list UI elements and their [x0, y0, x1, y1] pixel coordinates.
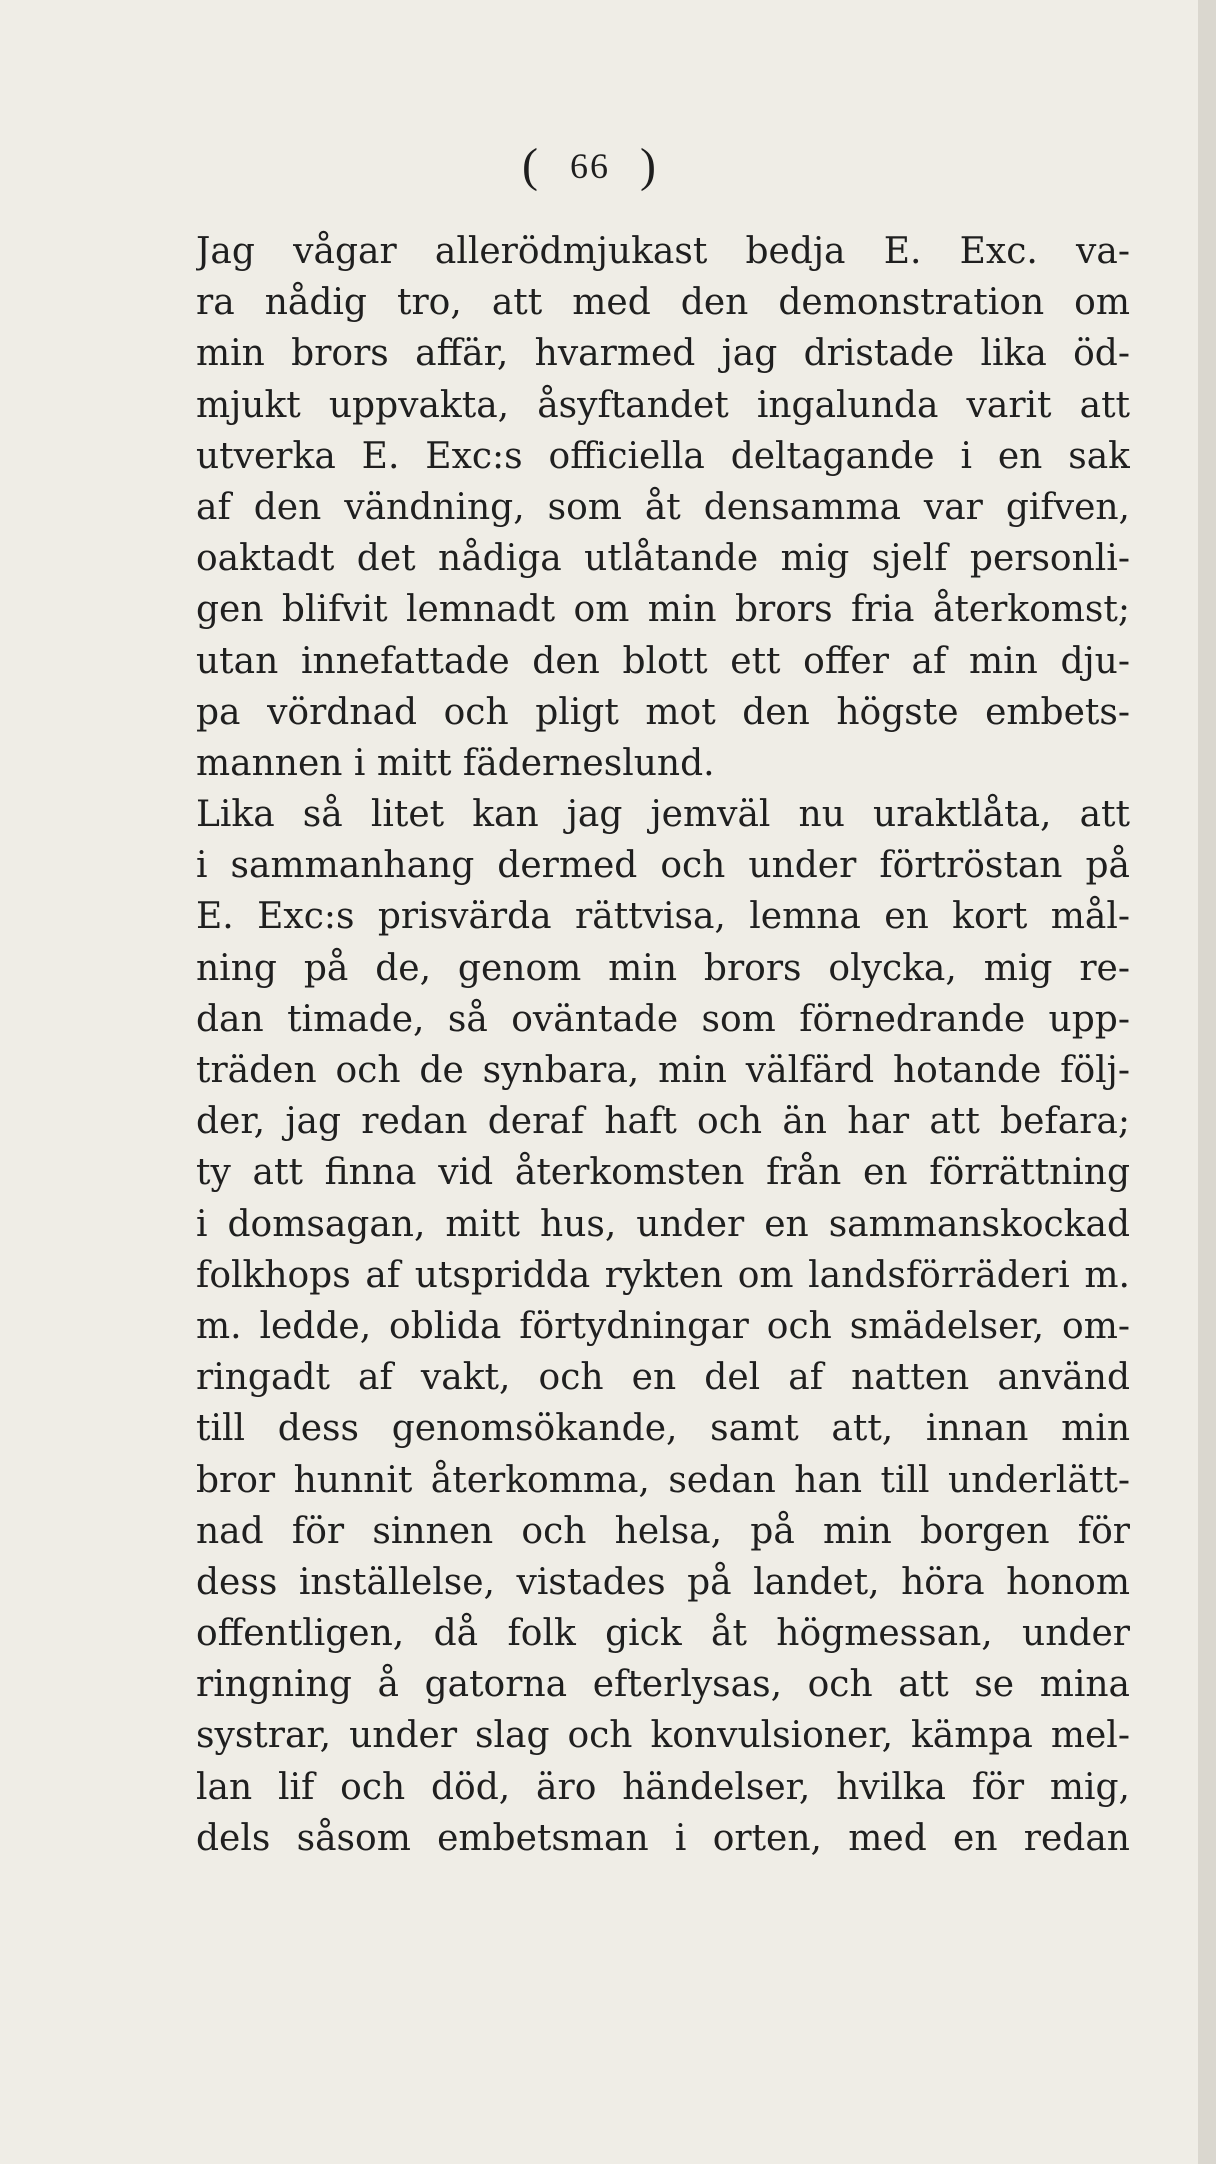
text-line: mannen i mitt fäderneslund.	[196, 742, 715, 784]
close-paren: )	[640, 139, 658, 192]
text-line: Lika så litet kan jag jemväl nu uraktlåta, att	[196, 794, 1130, 836]
body-text	[196, 226, 1130, 1864]
text-line: gen blifvit lemnadt om min brors fria återkomst;	[196, 589, 1130, 631]
text-line: mjukt uppvakta, åsyftandet ingalunda varit att	[196, 384, 1130, 426]
text-line: folkhops af utspridda rykten om landsförräderi m.	[196, 1254, 1130, 1296]
text-line: offentligen, då folk gick åt högmessan, under	[196, 1613, 1130, 1655]
text-line: lan lif och död, äro händelser, hvilka för mig,	[196, 1766, 1130, 1808]
text-line: ty att finna vid återkomsten från en förrättning	[196, 1152, 1130, 1194]
text-line: i domsagan, mitt hus, under en sammanskockad	[196, 1203, 1130, 1245]
text-line: ringning å gatorna efterlysas, och att se mina	[196, 1664, 1130, 1706]
text-line: ra nådig tro, att med den demonstration om	[196, 282, 1130, 324]
text-line: af den vändning, som åt densamma var gifven,	[196, 486, 1130, 528]
page-edge	[1198, 0, 1216, 2164]
text-line: träden och de synbara, min välfärd hotande följ-	[196, 1050, 1130, 1091]
open-paren: (	[522, 139, 540, 192]
text-line: pa vördnad och pligt mot den högste embets-	[196, 691, 1130, 733]
text-line: bror hunnit återkomma, sedan han till underlätt-	[196, 1459, 1130, 1501]
text-line: min brors affär, hvarmed jag dristade lika öd-	[196, 333, 1130, 375]
text-line: oaktadt det nådiga utlåtande mig sjelf personli-	[196, 538, 1130, 580]
text-line: till dess genomsökande, samt att, innan min	[196, 1408, 1130, 1450]
text-line: utan innefattade den blott ett offer af min dju-	[196, 640, 1130, 682]
text-line: utverka E. Exc:s officiella deltagande i en sak	[196, 435, 1130, 477]
text-line: der, jag redan deraf haft och än har att befara;	[196, 1101, 1130, 1143]
text-line: ringadt af vakt, och en del af natten använd	[196, 1357, 1130, 1399]
text-line: ning på de, genom min brors olycka, mig re-	[196, 947, 1130, 989]
text-line: i sammanhang dermed och under förtröstan på	[196, 845, 1130, 887]
page-number-header	[0, 138, 1180, 193]
text-line: E. Exc:s prisvärda rättvisa, lemna en kort mål-	[196, 896, 1130, 938]
text-line: m. ledde, oblida förtydningar och smädelser, om-	[196, 1305, 1130, 1347]
text-line: dess inställelse, vistades på landet, höra honom	[196, 1561, 1130, 1603]
text-line: dels såsom embetsman i orten, med en redan	[196, 1817, 1130, 1859]
text-line: systrar, under slag och konvulsioner, kämpa mel-	[196, 1715, 1130, 1757]
page-number: 66	[570, 146, 610, 186]
text-line: dan timade, så oväntade som förnedrande upp-	[196, 998, 1130, 1040]
text-line: Jag vågar allerödmjukast bedja E. Exc. va-	[196, 231, 1130, 272]
text-line: nad för sinnen och helsa, på min borgen för	[196, 1510, 1130, 1552]
